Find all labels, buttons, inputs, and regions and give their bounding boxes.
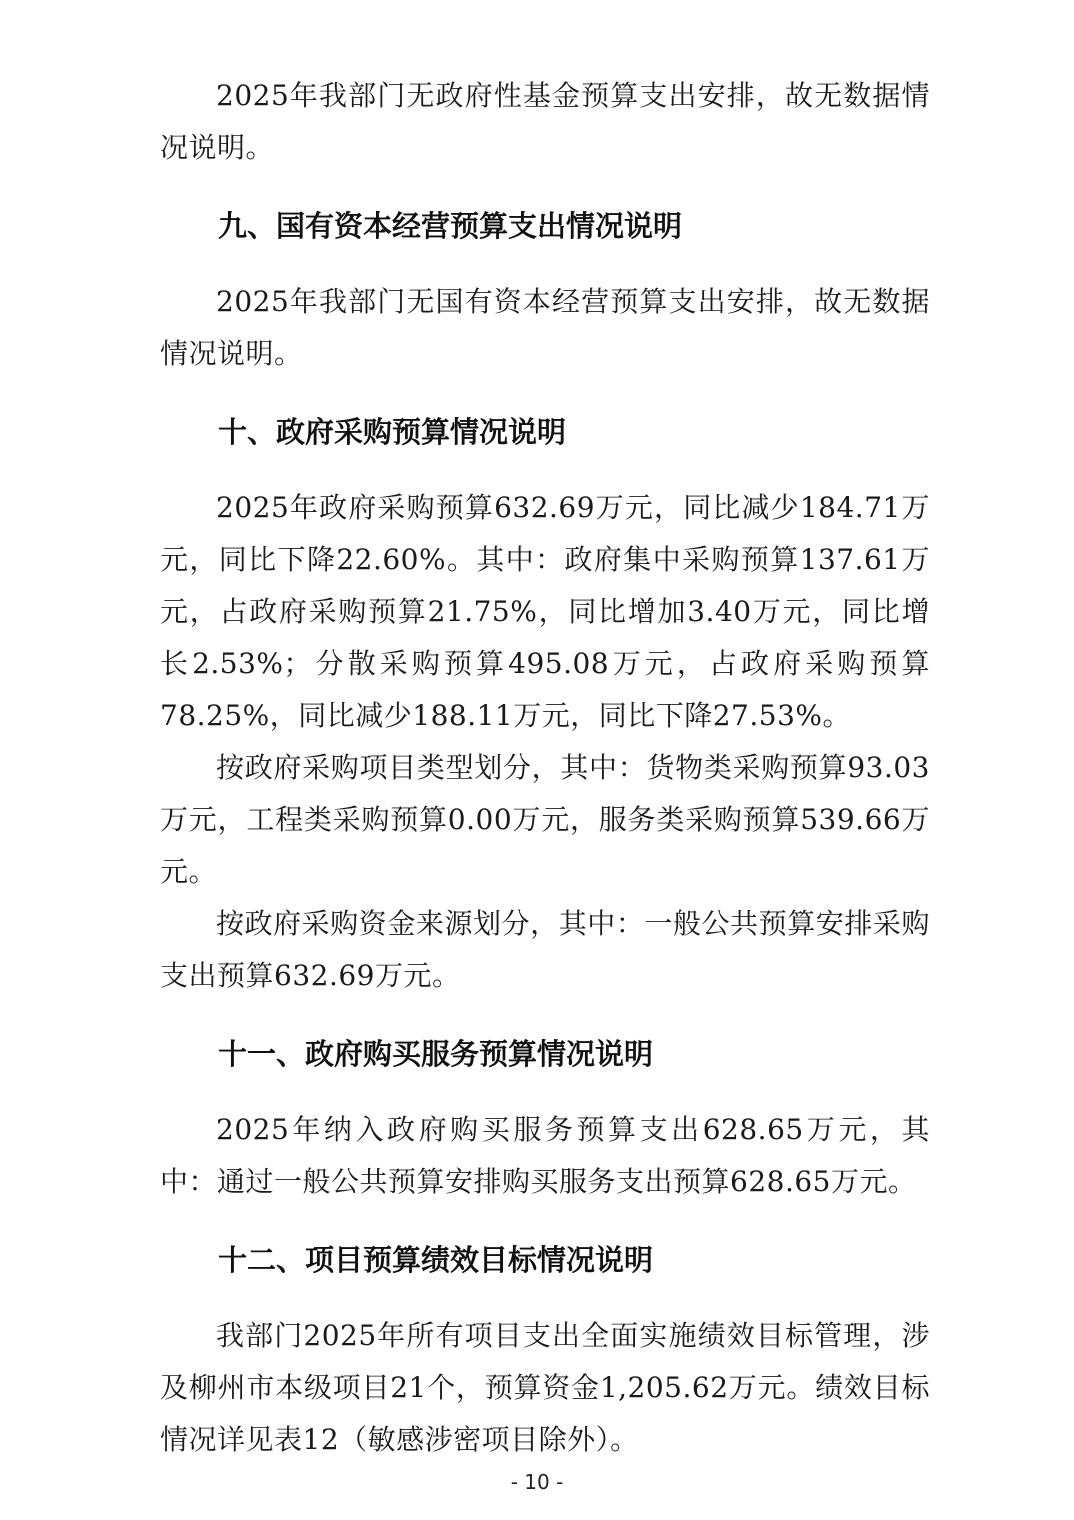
intro-paragraph: 2025年我部门无政府性基金预算支出安排，故无数据情况说明。: [160, 79, 930, 164]
section-11-paragraph: 2025年纳入政府购买服务预算支出628.65万元，其中：通过一般公共预算安排购买服务支出预算628.65万元。: [160, 1113, 930, 1198]
page-number: - 10 -: [510, 1470, 564, 1494]
section-9-paragraph: 2025年我部门无国有资本经营预算支出安排，故无数据情况说明。: [160, 285, 930, 370]
section-10-heading: 十、政府采购预算情况说明: [218, 415, 567, 449]
section-10-paragraph-2: 按政府采购项目类型划分，其中：货物类采购预算93.03万元，工程类采购预算0.00万元，服务类采购预算539.66万元。: [160, 751, 930, 888]
section-11-heading: 十一、政府购买服务预算情况说明: [218, 1037, 654, 1071]
section-10-paragraph-1: 2025年政府采购预算632.69万元，同比减少184.71万元，同比下降22.60%。其中：政府集中采购预算137.61万元，占政府采购预算21.75%，同比增加3.40万元，同比增长2.53%；分散采购预算495.08万元，占政府采购预算78.25%，同比减少188.11万元，同比下降27.53%。: [160, 491, 930, 732]
section-9-heading: 九、国有资本经营预算支出情况说明: [218, 209, 683, 243]
section-12-paragraph: 我部门2025年所有项目支出全面实施绩效目标管理，涉及柳州市本级项目21个，预算资金1,205.62万元。绩效目标情况详见表12（敏感涉密项目除外）。: [160, 1319, 930, 1456]
page-content: [160, 70, 930, 1466]
section-12-heading: 十二、项目预算绩效目标情况说明: [218, 1243, 654, 1277]
section-10-paragraph-3: 按政府采购资金来源划分，其中：一般公共预算安排采购支出预算632.69万元。: [160, 907, 930, 992]
